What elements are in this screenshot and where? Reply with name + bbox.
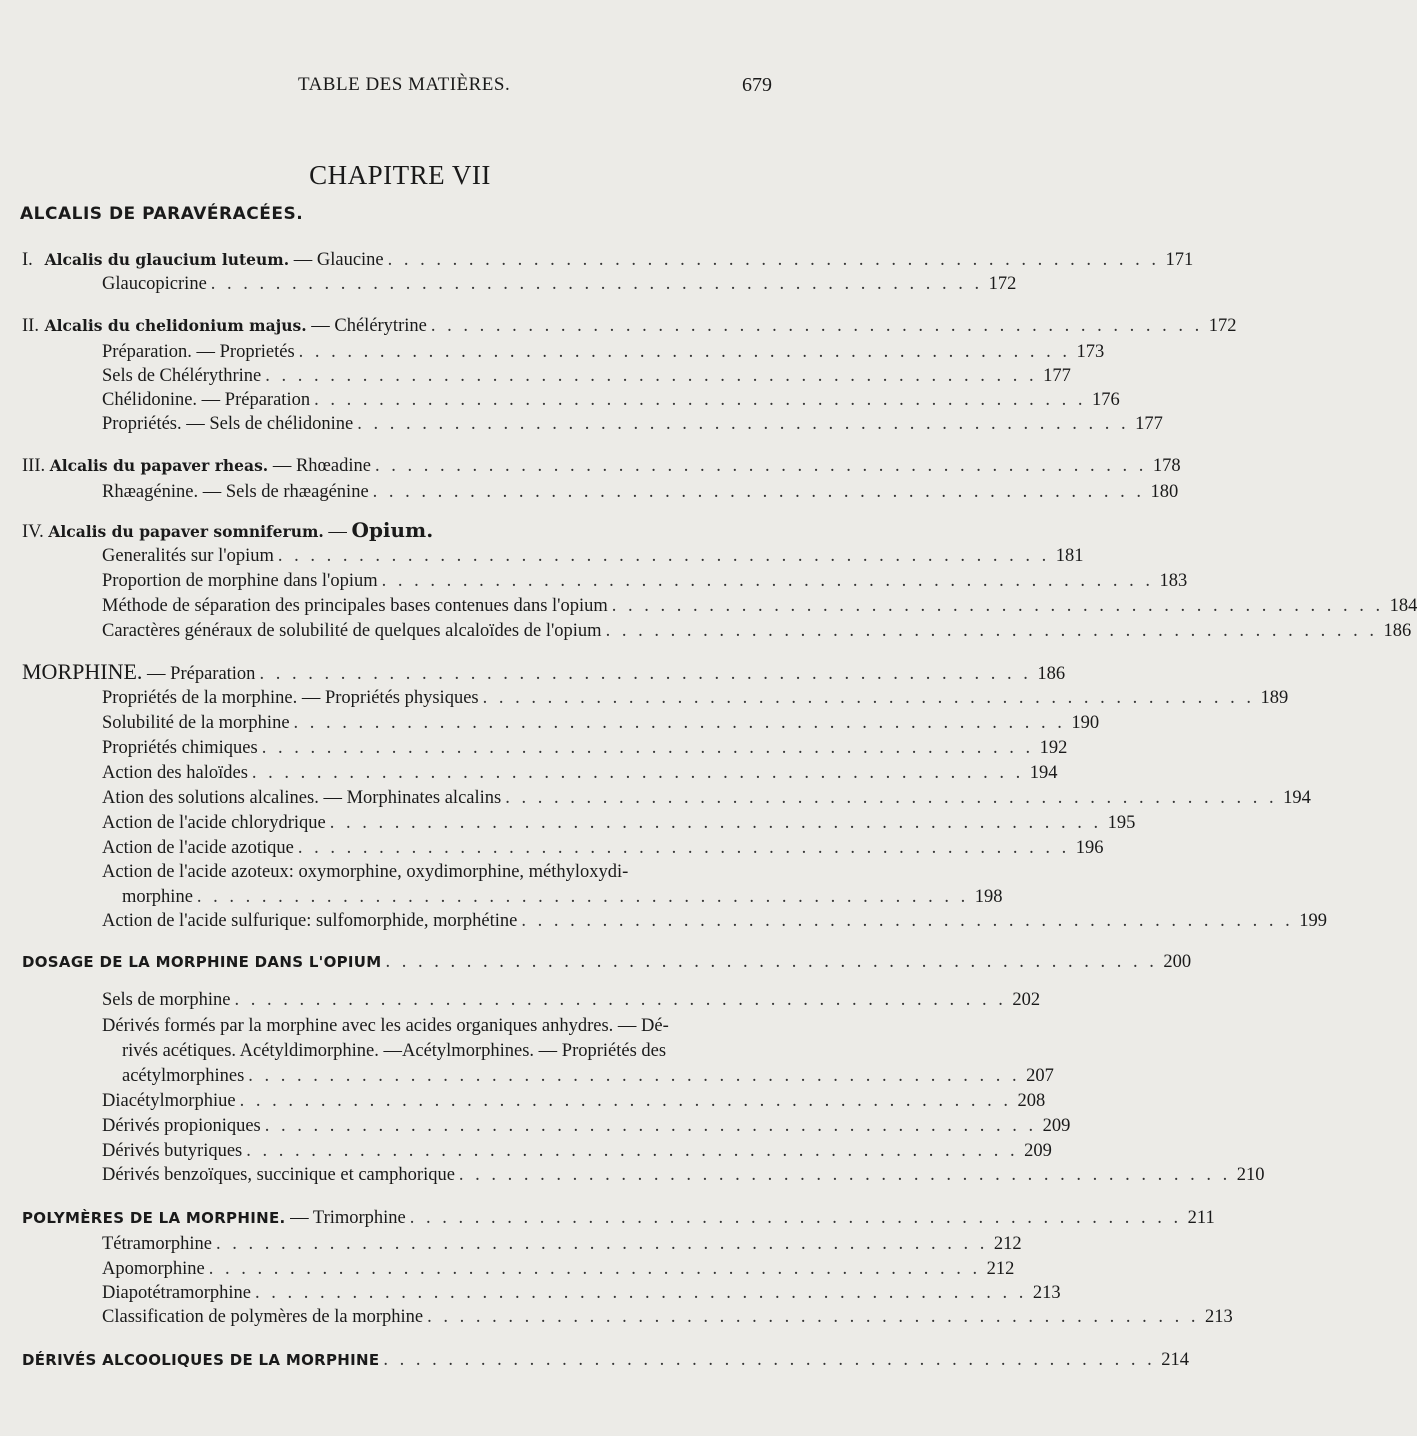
- dot-leader: . . . . . . . . . . . . . . . . . . . . . . . . . . . . . . . . . . . . . . . . . . . . . . . .: [409, 1208, 1182, 1228]
- entry-title: Apomorphine: [102, 1259, 205, 1279]
- dot-leader: . . . . . . . . . . . . . . . . . . . . . . . . . . . . . . . . . . . . . . . . . . . . . . . .: [605, 621, 1378, 641]
- entry-title: Propriétés de la morphine. — Propriétés physiques: [102, 688, 479, 708]
- dot-leader: . . . . . . . . . . . . . . . . . . . . . . . . . . . . . . . . . . . . . . . . . . . . . . . .: [234, 990, 1007, 1010]
- toc-entry[interactable]: [0, 885, 1003, 909]
- entry-title: Propriétés chimiques: [102, 738, 258, 758]
- entry-title: Rhæagénine. — Sels de rhæagénine: [102, 482, 369, 502]
- entry-title: Solubilité de la morphine: [102, 713, 290, 733]
- toc-entry[interactable]: [0, 1089, 1046, 1113]
- entry-title: Sels de morphine: [102, 990, 231, 1010]
- section-lead: Alcalis du papaver rheas.: [49, 456, 269, 475]
- toc-entry-first-line[interactable]: Dérivés formés par la morphine avec les acides organiques anhydres. — Dé-: [102, 1016, 669, 1036]
- toc-entry[interactable]: [0, 412, 1163, 436]
- entry-title: Caractères généraux de solubilité de quelques alcaloïdes de l'opium: [102, 621, 602, 641]
- dot-leader: . . . . . . . . . . . . . . . . . . . . . . . . . . . . . . . . . . . . . . . . . . . . . . . .: [521, 911, 1294, 931]
- page-ref: 212: [993, 1234, 1022, 1254]
- toc-section-heading[interactable]: [0, 248, 1194, 272]
- morphine-heading: MORPHINE.: [22, 659, 143, 684]
- dot-leader: . . . . . . . . . . . . . . . . . . . . . . . . . . . . . . . . . . . . . . . . . . . . . . . .: [611, 596, 1384, 616]
- toc-entry[interactable]: [0, 736, 1068, 760]
- page-ref: 194: [1029, 763, 1058, 783]
- entry-title: Glaucopicrine: [102, 274, 207, 294]
- dot-leader: . . . . . . . . . . . . . . . . . . . . . . . . . . . . . . . . . . . . . . . . . . . . . . . .: [259, 664, 1032, 684]
- section-rest: — Chélérytrine: [306, 316, 427, 336]
- section-highlight: Opium.: [351, 518, 434, 542]
- toc-entry[interactable]: [0, 272, 1017, 296]
- page-ref: 172: [1208, 316, 1237, 336]
- entry-title: Préparation. — Proprietés: [102, 342, 295, 362]
- dot-leader: . . . . . . . . . . . . . . . . . . . . . . . . . . . . . . . . . . . . . . . . . . . . . . . .: [387, 250, 1160, 270]
- entry-title: Tétramorphine: [102, 1234, 212, 1254]
- dot-leader: . . . . . . . . . . . . . . . . . . . . . . . . . . . . . . . . . . . . . . . . . . . . . . . .: [357, 414, 1130, 434]
- page-ref: 210: [1236, 1165, 1265, 1185]
- page-ref: 213: [1032, 1283, 1061, 1303]
- page-ref: 211: [1187, 1208, 1215, 1228]
- page-ref: 173: [1076, 342, 1105, 362]
- dot-leader: . . . . . . . . . . . . . . . . . . . . . . . . . . . . . . . . . . . . . . . . . . . . . . . .: [208, 1259, 981, 1279]
- toc-entry[interactable]: [0, 340, 1105, 364]
- toc-entry[interactable]: [0, 988, 1041, 1012]
- section-rest: — Rhœadine: [268, 456, 371, 476]
- dot-leader: . . . . . . . . . . . . . . . . . . . . . . . . . . . . . . . . . . . . . . . . . . . . . . . .: [381, 571, 1154, 591]
- entry-title: Classification de polymères de la morphine: [102, 1307, 424, 1327]
- section-rest: — Glaucine: [289, 250, 384, 270]
- toc-section-heading[interactable]: [0, 454, 1181, 478]
- dot-leader: . . . . . . . . . . . . . . . . . . . . . . . . . . . . . . . . . . . . . . . . . . . . . . . .: [427, 1307, 1199, 1327]
- dot-leader: . . . . . . . . . . . . . . . . . . . . . . . . . . . . . . . . . . . . . . . . . . . . . . . .: [505, 788, 1278, 808]
- part-title: ALCALIS DE PARAVÉRACÉES.: [20, 204, 304, 224]
- page-ref: 212: [986, 1259, 1015, 1279]
- entry-title: Sels de Chélérythrine: [102, 366, 262, 386]
- toc-entry[interactable]: [0, 1232, 1022, 1256]
- section-numeral: II.: [22, 316, 39, 336]
- toc-section-heading[interactable]: [0, 659, 1066, 684]
- page-ref: 186: [1037, 664, 1066, 684]
- dot-leader: . . . . . . . . . . . . . . . . . . . . . . . . . . . . . . . . . . . . . . . . . . . . . . . .: [293, 713, 1066, 733]
- dot-leader: . . . . . . . . . . . . . . . . . . . . . . . . . . . . . . . . . . . . . . . . . . . . . . . .: [458, 1165, 1231, 1185]
- toc-entry[interactable]: [0, 388, 1120, 412]
- page-ref: 183: [1159, 571, 1188, 591]
- toc-entry[interactable]: [0, 364, 1071, 388]
- entry-title: Propriétés. — Sels de chélidonine: [102, 414, 354, 434]
- dot-leader: . . . . . . . . . . . . . . . . . . . . . . . . . . . . . . . . . . . . . . . . . . . . . . . .: [314, 390, 1086, 410]
- page-ref: 180: [1150, 482, 1179, 502]
- toc-entry[interactable]: [0, 711, 1100, 735]
- toc-entry[interactable]: [0, 836, 1104, 860]
- page-ref: 213: [1204, 1307, 1233, 1327]
- toc-entry[interactable]: [0, 1281, 1061, 1305]
- toc-section-heading[interactable]: [0, 950, 1192, 974]
- dot-leader: . . . . . . . . . . . . . . . . . . . . . . . . . . . . . . . . . . . . . . . . . . . . . . . .: [372, 482, 1145, 502]
- entry-title: Action des haloïdes: [102, 763, 248, 783]
- section-rest: — Préparation: [142, 664, 256, 684]
- toc-entry[interactable]: [0, 619, 1412, 643]
- toc-entry[interactable]: [0, 1114, 1071, 1138]
- dot-leader: . . . . . . . . . . . . . . . . . . . . . . . . . . . . . . . . . . . . . . . . . . . . . . . .: [297, 838, 1070, 858]
- page-ref: 177: [1043, 366, 1071, 386]
- dot-leader: . . . . . . . . . . . . . . . . . . . . . . . . . . . . . . . . . . . . . . . . . . . . . . . .: [277, 546, 1050, 566]
- toc-section-heading[interactable]: [0, 1348, 1190, 1372]
- toc-section-heading[interactable]: [0, 314, 1237, 338]
- entry-title: Action de l'acide chlorydrique: [102, 813, 326, 833]
- dot-leader: . . . . . . . . . . . . . . . . . . . . . . . . . . . . . . . . . . . . . . . . . . . . . . . .: [265, 366, 1038, 386]
- section-lead: Alcalis du glaucium luteum.: [44, 250, 290, 269]
- toc-entry[interactable]: [0, 569, 1188, 593]
- page-ref: 186: [1383, 621, 1412, 641]
- page-ref: 209: [1042, 1116, 1071, 1136]
- dot-leader: . . . . . . . . . . . . . . . . . . . . . . . . . . . . . . . . . . . . . . . . . . . . . . . .: [298, 342, 1071, 362]
- dot-leader: . . . . . . . . . . . . . . . . . . . . . . . . . . . . . . . . . . . . . . . . . . . . . . . .: [374, 456, 1147, 476]
- page-ref: 194: [1283, 788, 1311, 808]
- entry-title: Méthode de séparation des principales bases contenues dans l'opium: [102, 596, 608, 616]
- dot-leader: . . . . . . . . . . . . . . . . . . . . . . . . . . . . . . . . . . . . . . . . . . . . . . . .: [251, 763, 1024, 783]
- section-rest: — Trimorphine: [285, 1208, 406, 1228]
- dot-leader: . . . . . . . . . . . . . . . . . . . . . . . . . . . . . . . . . . . . . . . . . . . . . . . .: [482, 688, 1255, 708]
- dot-leader: . . . . . . . . . . . . . . . . . . . . . . . . . . . . . . . . . . . . . . . . . . . . . . . .: [254, 1283, 1027, 1303]
- dot-leader: . . . . . . . . . . . . . . . . . . . . . . . . . . . . . . . . . . . . . . . . . . . . . . . .: [196, 887, 969, 907]
- page-ref: 177: [1135, 414, 1163, 434]
- toc-entry[interactable]: [0, 686, 1289, 710]
- toc-entry-first-line[interactable]: Action de l'acide azoteux: oxymorphine, oxydimorphine, méthyloxydi-: [102, 862, 629, 882]
- toc-entry[interactable]: [0, 1257, 1015, 1281]
- page-ref: 209: [1024, 1141, 1052, 1161]
- dot-leader: . . . . . . . . . . . . . . . . . . . . . . . . . . . . . . . . . . . . . . . . . . . . . . . .: [261, 738, 1034, 758]
- entry-title: Action de l'acide azotique: [102, 838, 294, 858]
- dot-leader: . . . . . . . . . . . . . . . . . . . . . . . . . . . . . . . . . . . . . . . . . . . . . . . .: [383, 1350, 1156, 1370]
- page-ref: 214: [1161, 1350, 1190, 1370]
- page-ref: 184: [1389, 596, 1417, 616]
- page-ref: 172: [988, 274, 1017, 294]
- toc-entry[interactable]: [0, 786, 1311, 810]
- entry-title: Chélidonine. — Préparation: [102, 390, 311, 410]
- dot-leader: . . . . . . . . . . . . . . . . . . . . . . . . . . . . . . . . . . . . . . . . . . . . . . . .: [385, 952, 1158, 972]
- entry-title: Proportion de morphine dans l'opium: [102, 571, 378, 591]
- dot-leader: . . . . . . . . . . . . . . . . . . . . . . . . . . . . . . . . . . . . . . . . . . . . . . . .: [329, 813, 1102, 833]
- dot-leader: . . . . . . . . . . . . . . . . . . . . . . . . . . . . . . . . . . . . . . . . . . . . . . . .: [248, 1066, 1021, 1086]
- section-dash: —: [323, 522, 352, 542]
- running-title: TABLE DES MATIÈRES.: [298, 74, 511, 95]
- page-ref: 202: [1012, 990, 1041, 1010]
- toc-entry[interactable]: [0, 544, 1084, 568]
- toc-section-heading[interactable]: [0, 518, 800, 542]
- entry-title: Diacétylmorphiue: [102, 1091, 236, 1111]
- page-ref: 190: [1071, 713, 1100, 733]
- dot-leader: . . . . . . . . . . . . . . . . . . . . . . . . . . . . . . . . . . . . . . . . . . . . . . . .: [239, 1091, 1012, 1111]
- chapter-title: CHAPITRE VII: [309, 160, 491, 190]
- entry-title: morphine: [122, 887, 193, 907]
- entry-title: Dérivés butyriques: [102, 1141, 243, 1161]
- entry-title: Diapotétramorphine: [102, 1283, 251, 1303]
- toc-entry[interactable]: [0, 1064, 1054, 1088]
- page-ref: 189: [1260, 688, 1289, 708]
- section-lead: DÉRIVÉS ALCOOLIQUES DE LA MORPHINE: [22, 1351, 380, 1369]
- dot-leader: . . . . . . . . . . . . . . . . . . . . . . . . . . . . . . . . . . . . . . . . . . . . . . . .: [210, 274, 983, 294]
- toc-entry[interactable]: [0, 761, 1058, 785]
- page-ref: 192: [1039, 738, 1068, 758]
- toc-entry[interactable]: [0, 909, 1327, 933]
- dot-leader: . . . . . . . . . . . . . . . . . . . . . . . . . . . . . . . . . . . . . . . . . . . . . . . .: [215, 1234, 988, 1254]
- entry-title: Dérivés propioniques: [102, 1116, 261, 1136]
- page-ref: 198: [974, 887, 1003, 907]
- dot-leader: . . . . . . . . . . . . . . . . . . . . . . . . . . . . . . . . . . . . . . . . . . . . . . . .: [264, 1116, 1037, 1136]
- entry-title: Action de l'acide sulfurique: sulfomorphide, morphétine: [102, 911, 518, 931]
- section-lead: DOSAGE DE LA MORPHINE DANS L'OPIUM: [22, 953, 382, 971]
- page-ref: 195: [1107, 813, 1136, 833]
- section-numeral: III.: [22, 456, 46, 476]
- running-head: [0, 74, 800, 98]
- toc-entry[interactable]: [0, 1139, 1052, 1163]
- page-ref: 208: [1017, 1091, 1046, 1111]
- entry-title: Generalités sur l'opium: [102, 546, 274, 566]
- dot-leader: . . . . . . . . . . . . . . . . . . . . . . . . . . . . . . . . . . . . . . . . . . . . . . . .: [430, 316, 1203, 336]
- page-ref: 171: [1165, 250, 1194, 270]
- page-ref: 199: [1299, 911, 1327, 931]
- page-ref: 207: [1026, 1066, 1054, 1086]
- section-lead: Alcalis du papaver somniferum.: [48, 522, 324, 541]
- page-ref: 176: [1091, 390, 1120, 410]
- page-ref: 181: [1055, 546, 1084, 566]
- page-ref: 200: [1163, 952, 1192, 972]
- section-numeral: I.: [22, 250, 33, 270]
- toc-entry[interactable]: [0, 811, 1136, 835]
- toc-entry-continuation: rivés acétiques. Acétyldimorphine. —Acétylmorphines. — Propriétés des: [122, 1041, 667, 1061]
- section-lead: Alcalis du chelidonium majus.: [44, 316, 307, 335]
- page-number: 679: [742, 74, 772, 96]
- toc-entry[interactable]: [0, 594, 1417, 618]
- page-ref: 196: [1075, 838, 1104, 858]
- entry-title: Dérivés benzoïques, succinique et camphorique: [102, 1165, 455, 1185]
- section-numeral: IV.: [22, 522, 44, 542]
- entry-title: acétylmorphines: [122, 1066, 245, 1086]
- toc-entry[interactable]: [0, 1163, 1265, 1187]
- toc-entry[interactable]: [0, 480, 1179, 504]
- section-lead: POLYMÈRES DE LA MORPHINE.: [22, 1209, 286, 1227]
- dot-leader: . . . . . . . . . . . . . . . . . . . . . . . . . . . . . . . . . . . . . . . . . . . . . . . .: [246, 1141, 1019, 1161]
- toc-entry[interactable]: [0, 1305, 1233, 1329]
- entry-title: Ation des solutions alcalines. — Morphinates alcalins: [102, 788, 502, 808]
- page-ref: 178: [1152, 456, 1181, 476]
- toc-section-heading[interactable]: [0, 1206, 1215, 1230]
